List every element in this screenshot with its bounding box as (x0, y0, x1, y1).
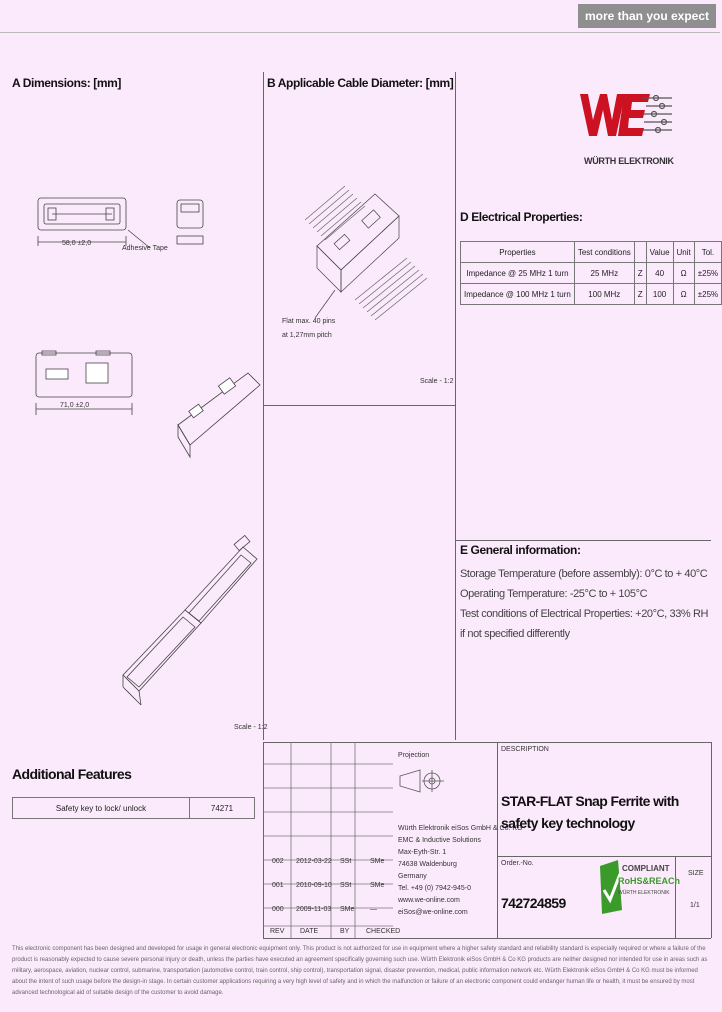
rev-cell: SSt (340, 882, 352, 889)
size-label: SIZE (688, 870, 704, 877)
section-b-title: B Applicable Cable Diameter: [mm] (267, 76, 454, 90)
cell: 40 (646, 263, 673, 284)
compliance-brand: WÜRTH ELEKTRONIK (618, 890, 670, 896)
cell: Impedance @ 100 MHz 1 turn (461, 284, 575, 305)
section-e-title: E General information: (460, 543, 581, 557)
brand-banner: more than you expect (578, 4, 716, 28)
rev-header: CHECKED (366, 928, 401, 935)
title-block-border (711, 742, 712, 938)
order-number: 742724859 (501, 895, 566, 911)
general-line: Test conditions of Electrical Properties: +20°C, 33% RH (460, 608, 709, 620)
brand-name: WÜRTH ELEKTRONIK (584, 156, 674, 166)
general-line: Operating Temperature: -25°C to + 105°C (460, 588, 648, 600)
title-block-border (497, 856, 711, 857)
cell: Safety key to lock/ unlock (13, 798, 190, 819)
footer-line: In certain customer applications requiring a very high level of safety and in which the malfunction or failure of an electronic component could endanger human life or health, it must be ensured by most advanced technological aid of suitable design of the customer to avoid damage. (12, 979, 695, 996)
we-logo (580, 82, 675, 154)
cell: Ω (673, 263, 694, 284)
rev-cell: 001 (272, 882, 284, 889)
header-unit: Unit (673, 242, 694, 263)
cell: Z (634, 263, 646, 284)
table-row (461, 284, 722, 305)
mid-dimension-label: 71,0 ±2,0 (60, 402, 90, 409)
company-line: Max-Eyth-Str. 1 (398, 849, 447, 856)
frame-line (455, 72, 456, 740)
title-block-border (675, 856, 676, 938)
footer-line: Würth Elektronik eiSos GmbH & Co KG products are neither designed nor intended for use in areas such as military, aerospace, aviation, nuclear control, submarine, transportation (automotive control, train control, ship control), transportation signal, disaster prevention, medical, public information network etc. Würth Elektronik eiSos GmbH & Co KG must be informed about the intent of such usage before the design-in stage. (12, 957, 708, 985)
header-test-conditions: Test conditions (574, 242, 634, 263)
electrical-header-row (461, 242, 722, 263)
table-row (461, 263, 722, 284)
cell: ±25% (694, 284, 721, 305)
company-line: Würth Elektronik eiSos GmbH & Co. KG (398, 825, 523, 832)
rev-cell: SMe (370, 882, 385, 889)
cell: 74271 (190, 798, 255, 819)
product-description: STAR-FLAT Snap Ferrite with safety key technology (501, 793, 679, 831)
additional-features-table (12, 797, 255, 819)
rev-cell: 2012-03-22 (296, 858, 332, 865)
cable-callout-1: Flat max. 40 pins (282, 318, 336, 325)
top-dimension-label: 58,0 ±2,0 (62, 240, 92, 247)
title-block-border (263, 938, 711, 939)
rev-header: DATE (300, 928, 319, 935)
company-line: www.we-online.com (398, 897, 460, 904)
cable-callout-2: at 1,27mm pitch (282, 332, 332, 339)
cell: ±25% (694, 263, 721, 284)
header-value: Value (646, 242, 673, 263)
projection-label: Projection (398, 752, 430, 759)
cell: Z (634, 284, 646, 305)
compliance-title: COMPLIANT (622, 864, 670, 873)
cable-drawing (295, 180, 455, 330)
electrical-table (460, 241, 722, 305)
rev-cell: SMe (370, 858, 385, 865)
cell: 25 MHz (574, 263, 634, 284)
dimension-drawing-open (115, 525, 265, 715)
frame-line (455, 540, 711, 541)
rev-cell: SMe (340, 906, 355, 913)
scale-label-a: Scale - 1:2 (234, 724, 268, 731)
rev-cell: — (370, 906, 377, 913)
section-d-title: D Electrical Properties: (460, 210, 583, 224)
header-properties: Properties (461, 242, 575, 263)
top-divider (0, 32, 720, 33)
cell: 100 (646, 284, 673, 305)
page-number: 1/1 (690, 902, 700, 909)
cell: Ω (673, 284, 694, 305)
company-line: Germany (398, 873, 427, 880)
footer-line: This electronic component has been designed and developed for usage in general electronic equipment only. This product is not authorized for use in equipment where a higher safety standard and reliability standard is especially required or where a failure of the product is reasonably expected to cause severe personal injury or death, unless the parties have executed an agreement specifically governing such use. (12, 946, 706, 963)
adhesive-tape-label: Adhesive Tape (122, 245, 168, 252)
compliance-sub: RoHS&REACh (618, 876, 680, 886)
company-line: eiSos@we-online.com (398, 909, 468, 916)
general-line: if not specified differently (460, 628, 570, 640)
company-line: EMC & Inductive Solutions (398, 837, 481, 844)
rev-cell: 2010-09-10 (296, 882, 332, 889)
footer-disclaimer (12, 944, 712, 996)
general-line: Storage Temperature (before assembly): 0°C to + 40°C (460, 568, 708, 580)
company-line: 74638 Waldenburg (398, 861, 457, 868)
rev-cell: 2009-11-03 (296, 906, 332, 913)
description-label: DESCRIPTION (501, 746, 549, 753)
projection-symbol (398, 762, 448, 802)
rev-cell: 000 (272, 906, 284, 913)
header-tolerance: Tol. (694, 242, 721, 263)
table-row (13, 798, 255, 819)
frame-line (263, 405, 455, 406)
section-a-title: A Dimensions: [mm] (12, 76, 122, 90)
header-symbol (634, 242, 646, 263)
rev-header: REV (270, 928, 285, 935)
rev-cell: SSt (340, 858, 352, 865)
scale-label-b: Scale - 1:2 (420, 378, 454, 385)
cell: 100 MHz (574, 284, 634, 305)
additional-features-title: Additional Features (12, 766, 132, 782)
company-line: Tel. +49 (0) 7942-945-0 (398, 885, 471, 892)
rev-header: BY (340, 928, 350, 935)
title-block-border (497, 742, 498, 938)
cell: Impedance @ 25 MHz 1 turn (461, 263, 575, 284)
rev-cell: 002 (272, 858, 284, 865)
order-label: Order.-No. (501, 860, 534, 867)
